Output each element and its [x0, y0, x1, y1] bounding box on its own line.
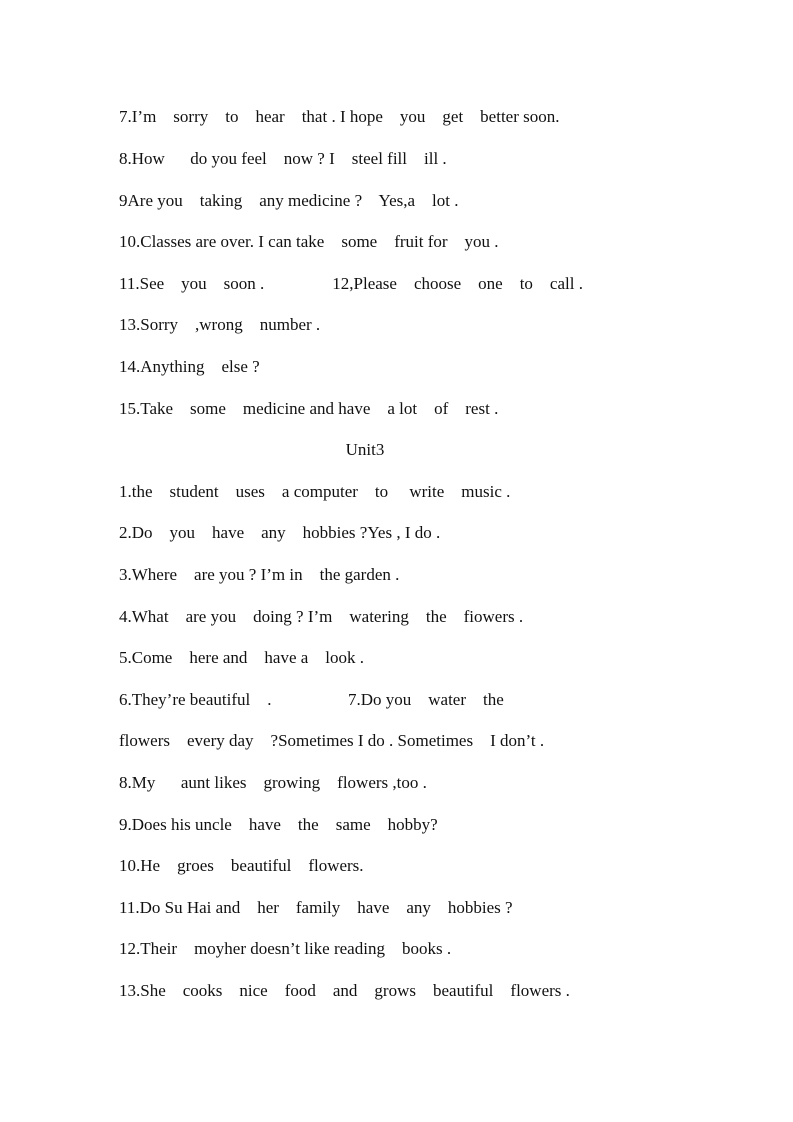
sentence-line-15: 15.Take some medicine and have a lot of rest . [119, 399, 499, 418]
unit3-line-7-continued: flowers every day ?Sometimes I do . Sometimes I don’t . [119, 731, 545, 750]
sentence-line-10: 10.Classes are over. I can take some fruit for you . [119, 232, 499, 251]
sentence-line-7: 7.I’m sorry to hear that . I hope you get better soon. [119, 107, 560, 126]
unit3-line-8: 8.My aunt likes growing flowers ,too . [119, 773, 427, 792]
sentence-line-14: 14.Anything else ? [119, 357, 260, 376]
sentence-line-13: 13.Sorry ,wrong number . [119, 315, 321, 334]
unit3-line-13: 13.She cooks nice food and grows beautiful flowers . [119, 981, 570, 1000]
unit3-line-1: 1.the student uses a computer to write music . [119, 482, 511, 501]
sentence-line-11-12: 11.See you soon . 12,Please choose one to call . [119, 274, 583, 293]
unit3-line-9: 9.Does his uncle have the same hobby? [119, 815, 438, 834]
unit-title: Unit3 [345, 440, 385, 459]
unit3-line-10: 10.He groes beautiful flowers. [119, 856, 364, 875]
unit3-line-6-7: 6.They’re beautiful . 7.Do you water the [119, 690, 504, 709]
sentence-line-9: 9Are you taking any medicine ? Yes,a lot . [119, 191, 459, 210]
sentence-line-8: 8.How do you feel now ? I steel fill ill . [119, 149, 447, 168]
unit3-line-3: 3.Where are you ? I’m in the garden . [119, 565, 400, 584]
unit3-line-2: 2.Do you have any hobbies ?Yes , I do . [119, 523, 441, 542]
unit3-line-5: 5.Come here and have a look . [119, 648, 365, 667]
unit3-line-4: 4.What are you doing ? I’m watering the fiowers . [119, 607, 524, 626]
unit3-line-12: 12.Their moyher doesn’t like reading books . [119, 939, 452, 958]
unit3-line-11: 11.Do Su Hai and her family have any hobbies ? [119, 898, 513, 917]
